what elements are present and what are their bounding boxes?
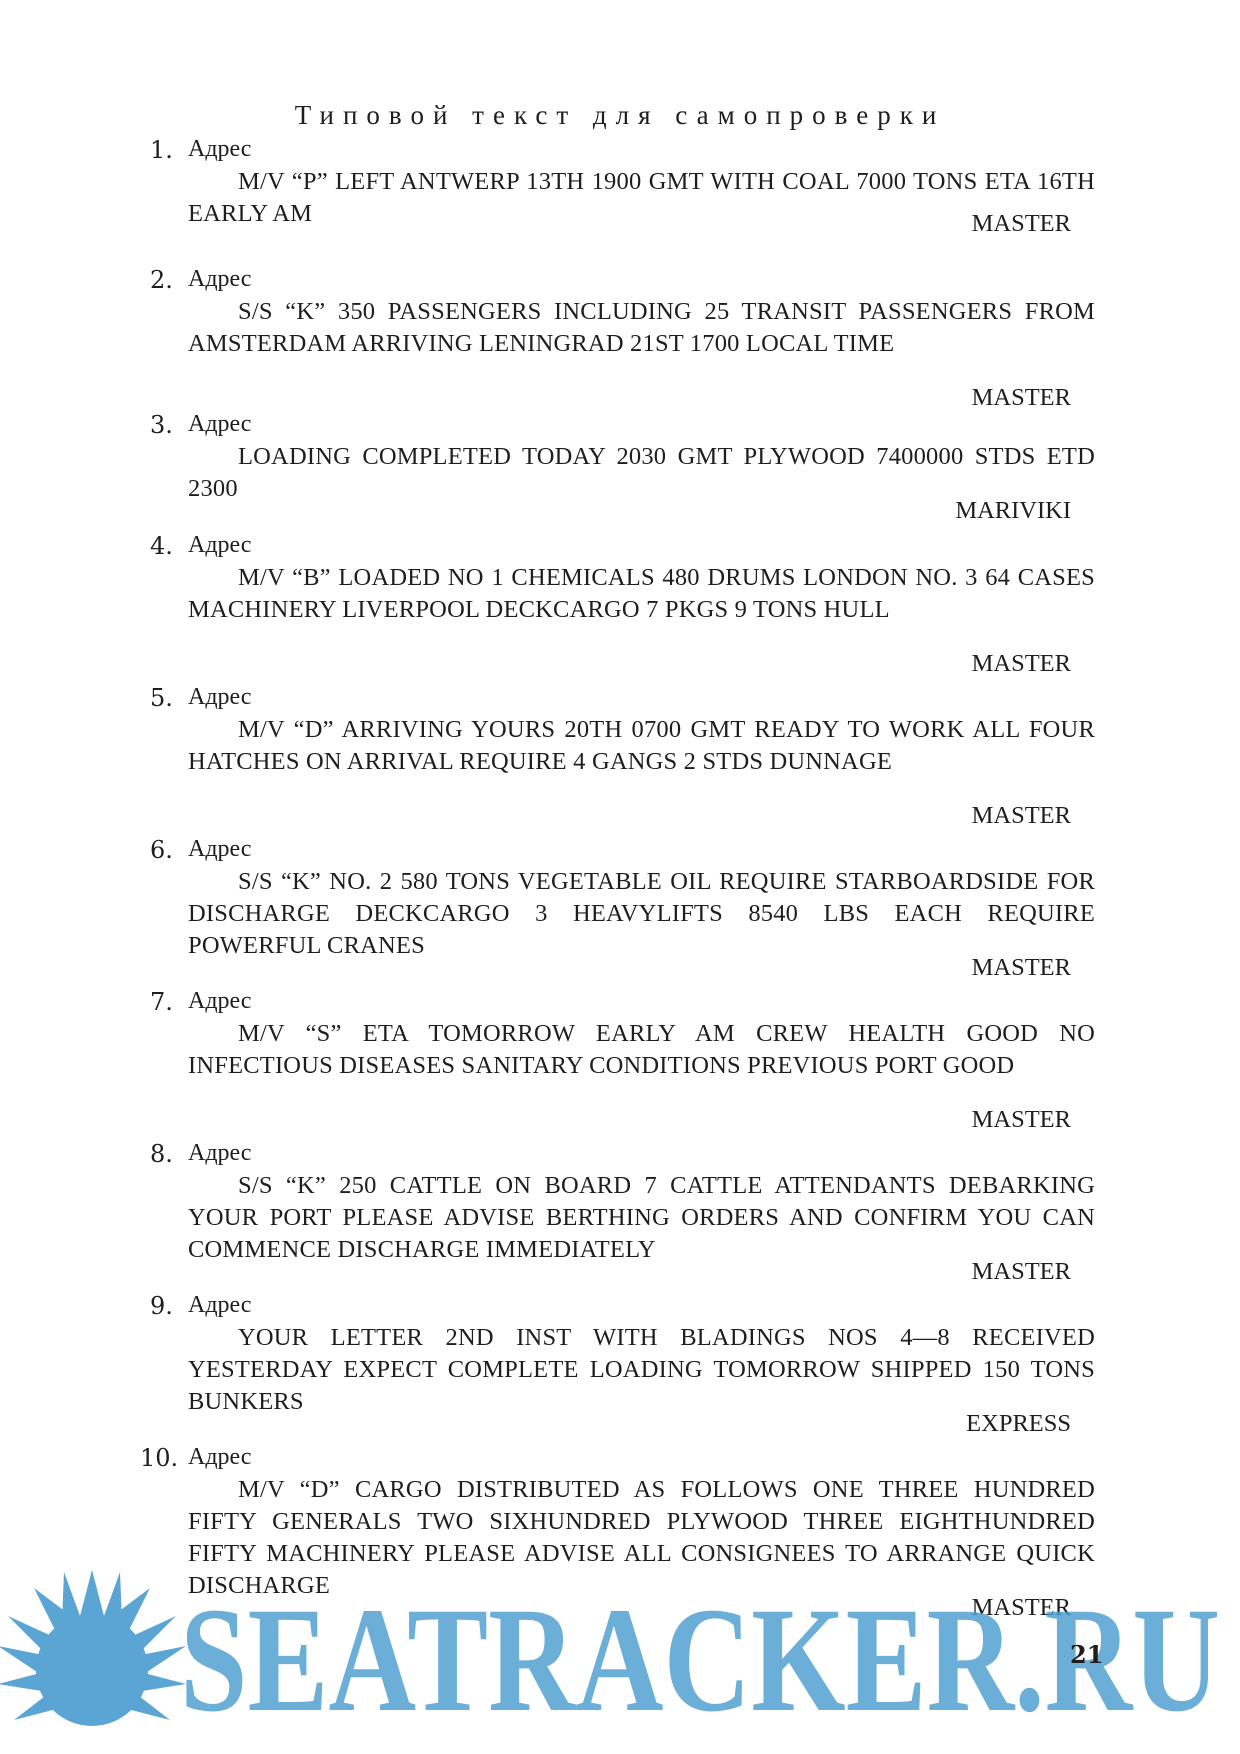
message-signature: MASTER <box>971 650 1071 677</box>
message-text: S/S “K” NO. 2 580 TONS VEGETABLE OIL REQUIRE STARBOARDSIDE FOR DISCHARGE DECKCARGO 3 HEAVYLIFTS 8540 LBS EACH REQUIRE POWERFUL CRANES <box>188 868 1095 959</box>
address-label: Адрес <box>188 1292 252 1318</box>
message-number: 3. <box>150 411 173 439</box>
message-number: 2. <box>150 266 173 294</box>
address-label: Адрес <box>188 1444 252 1470</box>
message-2 <box>150 266 1095 411</box>
message-text: M/V “D” CARGO DISTRIBUTED AS FOLLOWS ONE THREE HUNDRED FIFTY GENERALS TWO SIXHUNDRED PLYWOOD THREE EIGHTHUNDRED FIFTY MACHINERY PLEASE ADVISE ALL CONSIGNEES TO ARRANGE QUICK DISCHARGE <box>188 1476 1095 1599</box>
address-label: Адрес <box>188 988 252 1014</box>
message-signature: MASTER <box>971 384 1071 411</box>
message-4 <box>150 532 1095 677</box>
message-signature: MASTER <box>971 954 1071 981</box>
address-label: Адрес <box>188 411 252 437</box>
message-9 <box>150 1292 1095 1437</box>
message-5 <box>150 684 1095 829</box>
message-signature: MASTER <box>971 1106 1071 1133</box>
message-number: 1. <box>150 136 173 164</box>
address-label: Адрес <box>188 836 252 862</box>
page-number: 21 <box>1070 1640 1104 1669</box>
message-3 <box>150 411 1095 524</box>
seatracker-watermark <box>0 1560 1240 1754</box>
address-label: Адрес <box>188 266 252 292</box>
message-signature: EXPRESS <box>966 1410 1071 1437</box>
message-1 <box>150 136 1095 241</box>
address-label: Адрес <box>188 136 252 162</box>
message-text: M/V “P” LEFT ANTWERP 13TH 1900 GMT WITH COAL 7000 TONS ETA 16TH EARLY AM <box>188 168 1095 227</box>
message-signature: MASTER <box>971 802 1071 829</box>
message-number: 8. <box>150 1140 173 1168</box>
message-number: 10. <box>140 1444 179 1472</box>
watermark-text: SEATRACKER.RU <box>180 1577 1220 1743</box>
message-number: 5. <box>150 684 173 712</box>
message-number: 6. <box>150 836 173 864</box>
message-signature: MASTER <box>971 1258 1071 1285</box>
message-signature: MASTER <box>971 210 1071 237</box>
message-text: S/S “K” 350 PASSENGERS INCLUDING 25 TRANSIT PASSENGERS FROM AMSTERDAM ARRIVING LENINGRAD 21ST 1700 LOCAL TIME <box>188 298 1095 357</box>
message-number: 7. <box>150 988 173 1016</box>
message-text: S/S “K” 250 CATTLE ON BOARD 7 CATTLE ATTENDANTS DEBARKING YOUR PORT PLEASE ADVISE BERTHING ORDERS AND CONFIRM YOU CAN COMMENCE DISCHARGE IMMEDIATELY <box>188 1172 1095 1263</box>
address-label: Адрес <box>188 684 252 710</box>
page-title: Типовой текст для самопроверки <box>294 100 946 130</box>
message-text: YOUR LETTER 2ND INST WITH BLADINGS NOS 4—8 RECEIVED YESTERDAY EXPECT COMPLETE LOADING TOMORROW SHIPPED 150 TONS BUNKERS <box>188 1324 1095 1415</box>
message-text: M/V “B” LOADED NO 1 CHEMICALS 480 DRUMS LONDON NO. 3 64 CASES MACHINERY LIVERPOOL DECKCARGO 7 PKGS 9 TONS HULL <box>188 564 1095 623</box>
message-text: M/V “D” ARRIVING YOURS 20TH 0700 GMT READY TO WORK ALL FOUR HATCHES ON ARRIVAL REQUIRE 4 GANGS 2 STDS DUNNAGE <box>188 716 1095 775</box>
address-label: Адрес <box>188 532 252 558</box>
message-8 <box>150 1140 1095 1285</box>
message-number: 9. <box>150 1292 173 1320</box>
message-7 <box>150 988 1095 1133</box>
message-text: LOADING COMPLETED TODAY 2030 GMT PLYWOOD 7400000 STDS ETD 2300 <box>188 443 1095 502</box>
message-signature: MARIVIKI <box>955 497 1071 524</box>
message-6 <box>150 836 1095 981</box>
message-text: M/V “S” ETA TOMORROW EARLY AM CREW HEALTH GOOD NO INFECTIOUS DISEASES SANITARY CONDITIONS PREVIOUS PORT GOOD <box>188 1020 1095 1079</box>
message-signature: MASTER <box>971 1594 1071 1621</box>
sun-icon <box>0 1570 186 1726</box>
message-number: 4. <box>150 532 173 560</box>
address-label: Адрес <box>188 1140 252 1166</box>
